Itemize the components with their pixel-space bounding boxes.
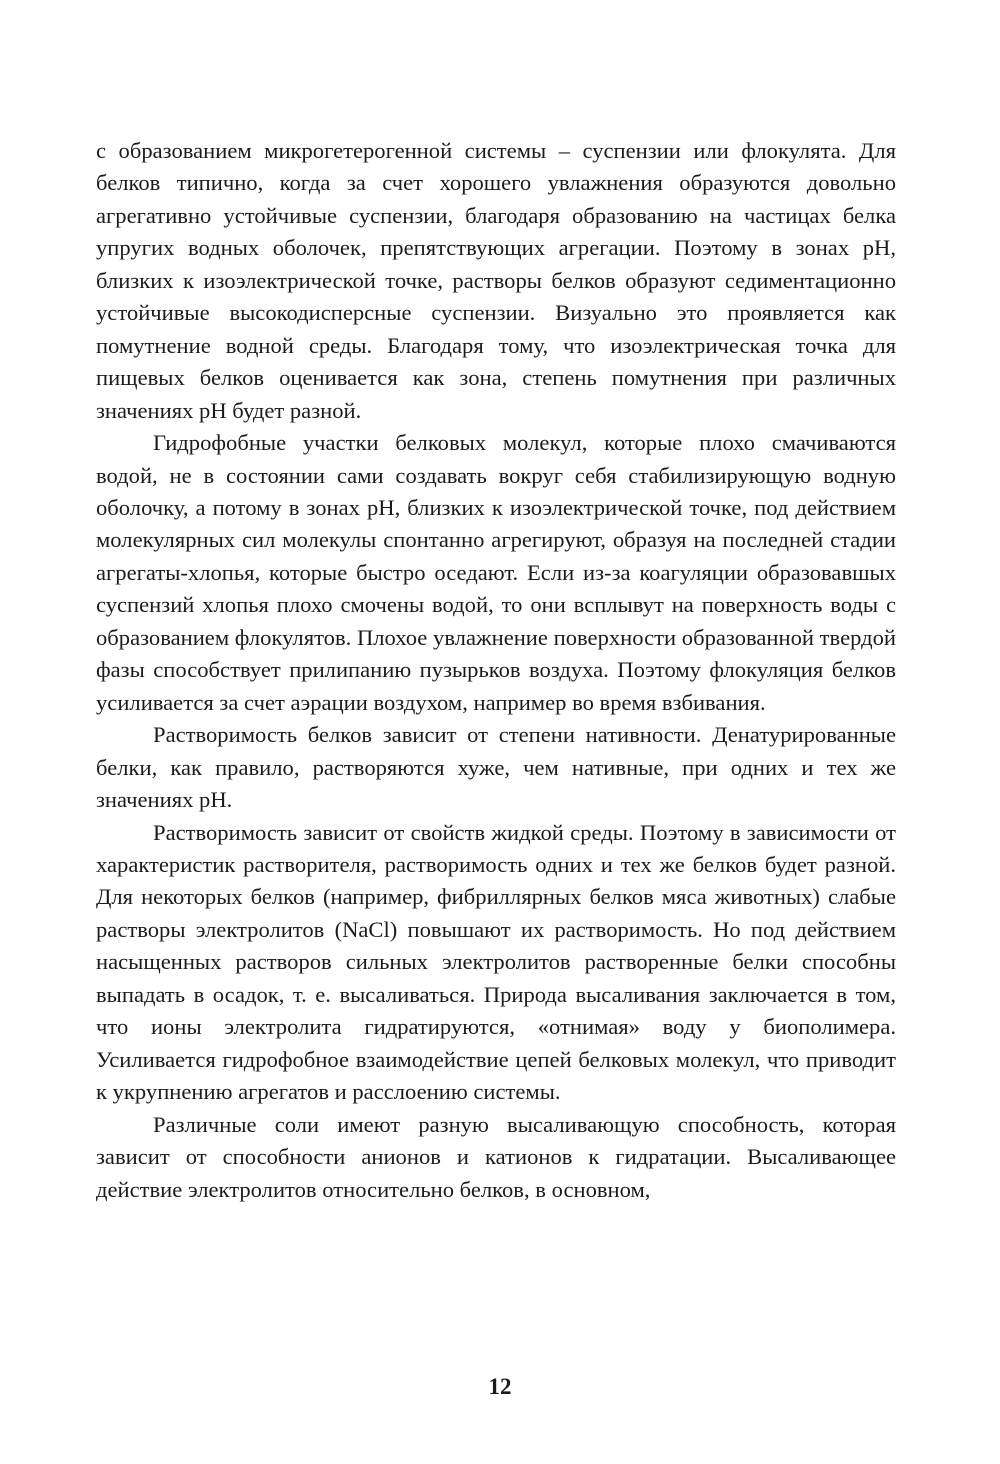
body-text <box>96 135 896 1206</box>
paragraph-5: Различные соли имеют разную высаливающую способность, которая зависит от способности анионов и катионов к гидратации. Высаливающее действие электролитов относительно белков, в основном, <box>96 1111 896 1202</box>
paragraph-4: Растворимость зависит от свойств жидкой среды. Поэтому в зависимости от характеристик растворителя, растворимость одних и тех же белков будет разной. Для некоторых белков (например, фибриллярных белков мяса животных) слабые растворы электролитов (NaCl) повышают их растворимость. Но под действием насыщенных растворов сильных электролитов растворенные белки способны выпадать в осадок, т. е. высаливаться. Природа высаливания заключается в том, что ионы электролита гидратируются, «отнимая» воду у биополимера. Усиливается гидрофобное взаимодействие цепей белковых молекул, что приводит к укрупнению агрегатов и расслоению системы. <box>96 819 896 1105</box>
paragraph-1: с образованием микрогетерогенной системы – суспензии или флокулята. Для белков типично, когда за счет хорошего увлажнения образуются довольно агрегативно устойчивые суспензии, благодаря образованию на частицах белка упругих водных оболочек, препятствующих агрегации. Поэтому в зонах pH, близких к изоэлектрической точке, растворы белков образуют седиментационно устойчивые высокодисперсные суспензии. Визуально это проявляется как помутнение водной среды. Благодаря тому, что изоэлектрическая точка для пищевых белков оценивается как зона, степень помутнения при различных значениях pH будет разной. <box>96 138 896 423</box>
page-number: 12 <box>488 1374 512 1399</box>
paragraph-2: Гидрофобные участки белковых молекул, которые плохо смачиваются водой, не в состоянии сами создавать вокруг себя стабилизирующую водную оболочку, а потому в зонах pH, близких к изоэлектрической точке, под действием молекулярных сил молекулы спонтанно агрегируют, образуя на последней стадии агрегаты-хлопья, которые быстро оседают. Если из-за коагуляции образовавшых суспензий хлопья плохо смочены водой, то они всплывут на поверхность воды с образованием флокулятов. Плохое увлажнение поверхности образованной твердой фазы способствует прилипанию пузырьков воздуха. Поэтому флокуляция белков усиливается за счет аэрации воздухом, например во время взбивания. <box>96 430 896 715</box>
paragraph-3: Растворимость белков зависит от степени нативности. Денатурированные белки, как правило, растворяются хуже, чем нативные, при одних и тех же значениях pH. <box>96 722 896 813</box>
